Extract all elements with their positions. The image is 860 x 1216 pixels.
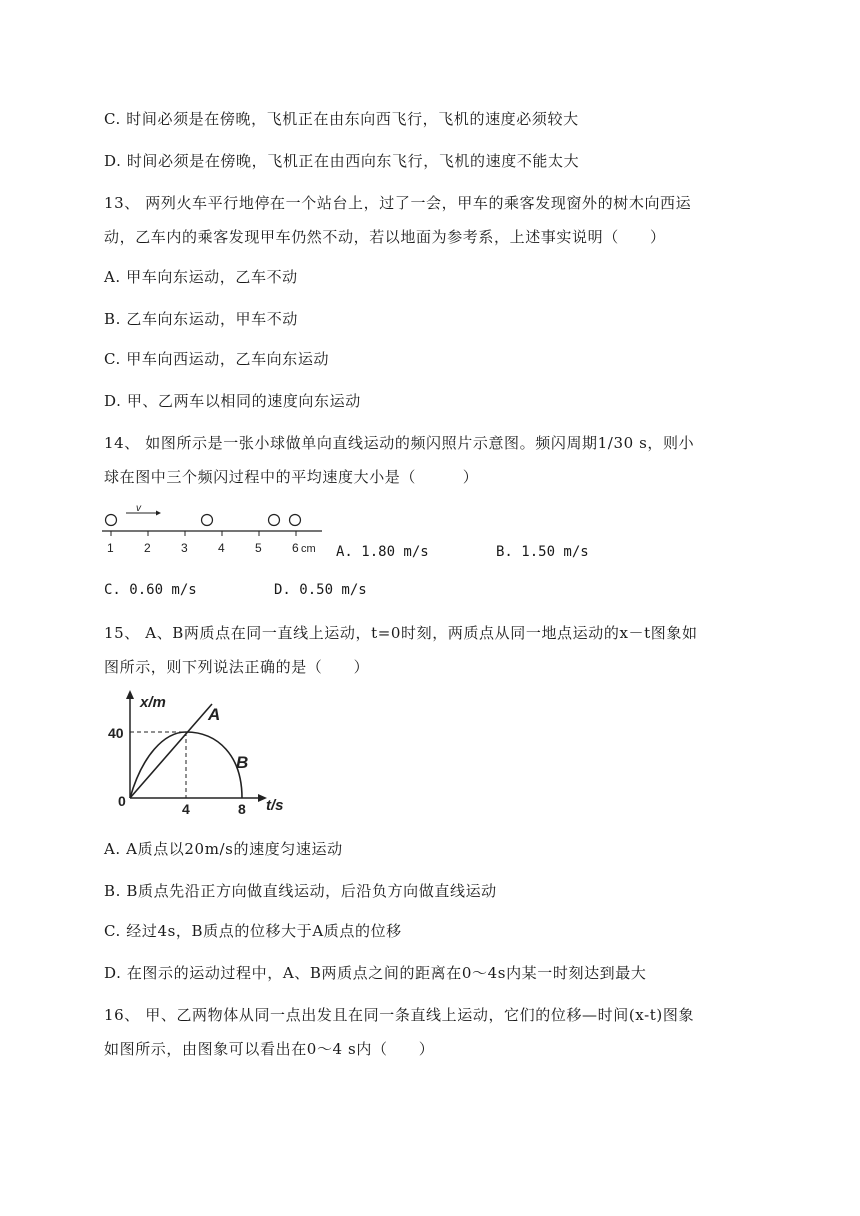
y-axis-arrow	[126, 690, 134, 699]
q14-option-c: C. 0.60 m/s	[104, 582, 197, 598]
curve-b-label: B	[236, 753, 249, 772]
q14-option-d: D. 0.50 m/s	[274, 582, 367, 598]
ruler-tick-5: 5	[255, 541, 262, 555]
q15-xt-graph	[100, 686, 300, 818]
q14-option-a: A. 1.80 m/s	[336, 544, 429, 560]
q14-stem-line2: 球在图中三个频闪过程中的平均速度大小是（ ）	[104, 468, 479, 486]
ball-1	[106, 515, 117, 526]
line-a-label: A	[208, 705, 221, 724]
q16-stem-line1: 16、 甲、乙两物体从同一点出发且在同一条直线上运动，它们的位移—时间(x-t)图象	[104, 1006, 695, 1024]
q15-option-d: D. 在图示的运动过程中，A、B两质点之间的距离在0～4s内某一时刻达到最大	[104, 964, 647, 982]
q13-option-b: B. 乙车向东运动，甲车不动	[104, 310, 298, 328]
ruler-tick-2: 2	[144, 541, 151, 555]
q12-option-c: C. 时间必须是在傍晚，飞机正在由东向西飞行，飞机的速度必须较大	[104, 110, 579, 128]
origin-label: 0	[118, 793, 126, 809]
q15-stem-line1: 15、 A、B两质点在同一直线上运动，t=0时刻，两质点从同一地点运动的x－t图象如	[104, 624, 698, 642]
ruler-tick-1: 1	[107, 541, 114, 555]
ruler-tick-6: 6	[292, 541, 299, 555]
q13-option-a: A. 甲车向东运动，乙车不动	[104, 268, 298, 286]
q13-stem-line1: 13、 两列火车平行地停在一个站台上，过了一会，甲车的乘客发现窗外的树木向西运	[104, 194, 692, 212]
ball-4	[290, 515, 301, 526]
ruler-tick-3: 3	[181, 541, 188, 555]
velocity-arrowhead	[156, 511, 161, 516]
x-tick-4: 4	[182, 801, 190, 817]
line-a	[130, 704, 212, 798]
y-axis-label: x/m	[140, 694, 166, 711]
q14-option-b: B. 1.50 m/s	[496, 544, 589, 560]
q13-option-c: C. 甲车向西运动，乙车向东运动	[104, 350, 330, 368]
x-tick-8: 8	[238, 801, 246, 817]
q16-stem-line2: 如图所示，由图象可以看出在0～4 s内（ ）	[104, 1040, 435, 1058]
q14-stem-line1: 14、 如图所示是一张小球做单向直线运动的频闪照片示意图。频闪周期1/30 s，则小	[104, 434, 695, 452]
q13-option-d: D. 甲、乙两车以相同的速度向东运动	[104, 392, 361, 410]
q15-option-b: B. B质点先沿正方向做直线运动，后沿负方向做直线运动	[104, 882, 497, 900]
q15-option-c: C. 经过4s，B质点的位移大于A质点的位移	[104, 922, 402, 940]
ball-3	[269, 515, 280, 526]
velocity-label: v	[136, 503, 141, 514]
ruler-unit: cm	[301, 543, 316, 555]
ruler-tick-4: 4	[218, 541, 225, 555]
x-axis-label: t/s	[266, 797, 284, 814]
q15-stem-line2: 图所示，则下列说法正确的是（ ）	[104, 658, 370, 676]
q13-stem-line2: 动，乙车内的乘客发现甲车仍然不动，若以地面为参考系，上述事实说明（ ）	[104, 228, 666, 246]
q14-strobe-figure	[100, 496, 332, 562]
q15-option-a: A. A质点以20m/s的速度匀速运动	[104, 840, 343, 858]
y-tick-40: 40	[108, 725, 124, 741]
q12-option-d: D. 时间必须是在傍晚，飞机正在由西向东飞行，飞机的速度不能太大	[104, 152, 580, 170]
ball-2	[202, 515, 213, 526]
